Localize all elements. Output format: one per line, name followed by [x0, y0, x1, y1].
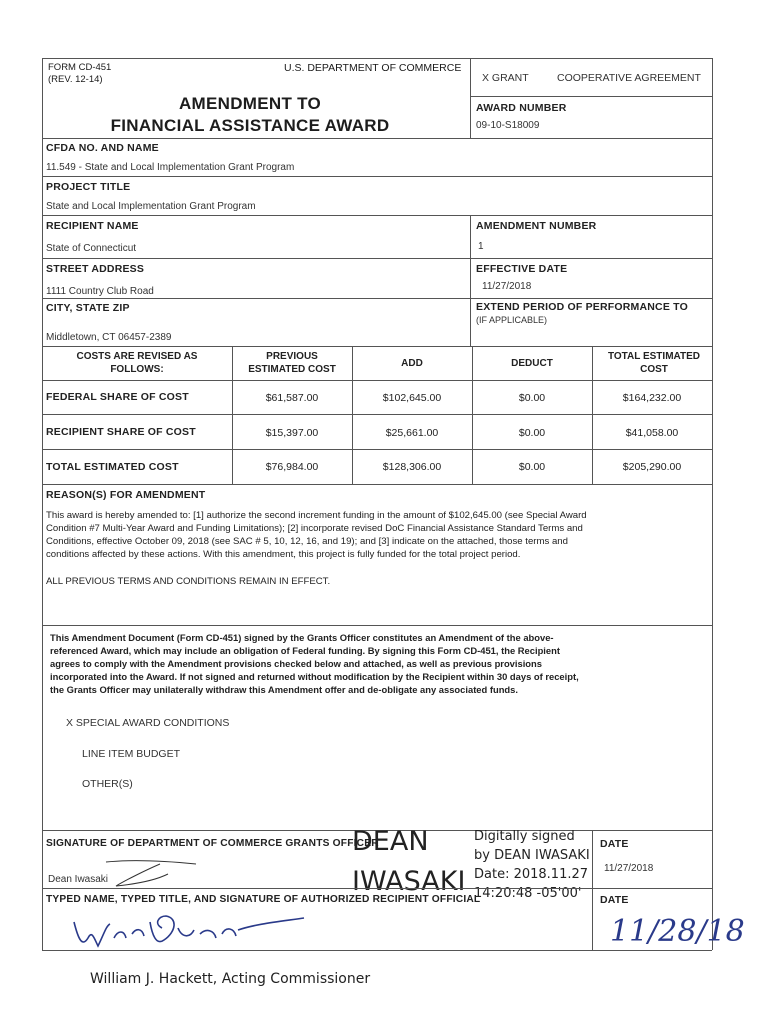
form-left-border: [42, 58, 43, 950]
street-address-value: 1111 Country Club Road: [46, 286, 154, 297]
grants-officer-date-value: 11/27/2018: [604, 863, 654, 874]
digital-signature-line-3: Date: 2018.11.27: [474, 867, 589, 882]
project-title-value: State and Local Implementation Grant Program: [46, 201, 256, 212]
city-state-zip-value: Middletown, CT 06457-2389: [46, 332, 172, 343]
reasons-line-1: This award is hereby amended to: [1] authorize the second increment funding in the amount of $102,645.00 (see Special Award: [46, 510, 587, 521]
recipient-name-label: RECIPIENT NAME: [46, 220, 139, 232]
signature-date-divider: [592, 830, 593, 950]
amendment-number-value: 1: [478, 241, 484, 252]
costs-row-federal-deduct: $0.00: [518, 392, 546, 404]
effective-date-value: 11/27/2018: [482, 281, 532, 292]
check-line-item-budget: LINE ITEM BUDGET: [82, 748, 181, 760]
notice-line-3: agrees to comply with the Amendment provisions checked below and attached, as well as previous provisions: [50, 658, 542, 669]
digital-signature-line-1: Digitally signed: [474, 829, 575, 844]
cfda-rule: [42, 176, 712, 177]
street-address-label: STREET ADDRESS: [46, 263, 145, 275]
costs-row-rule-1: [42, 414, 712, 415]
costs-row-federal-add: $102,645.00: [382, 392, 442, 404]
notice-line-4: incorporated into the Award. If not signed and returned without modification by the Recipient within 30 days of receipt,: [50, 671, 579, 682]
grants-officer-date-label: DATE: [600, 838, 629, 850]
cfda-value: 11.549 - State and Local Implementation Grant Program: [46, 162, 295, 173]
recipient-name-value: State of Connecticut: [46, 243, 137, 254]
costs-row-total-deduct: $0.00: [518, 461, 546, 473]
reasons-label: REASON(S) FOR AMENDMENT: [46, 489, 206, 501]
grants-officer-signature-label: SIGNATURE OF DEPARTMENT OF COMMERCE GRANTS OFFICER: [46, 838, 379, 849]
amendment-number-label: AMENDMENT NUMBER: [476, 220, 597, 232]
reasons-remain-statement: ALL PREVIOUS TERMS AND CONDITIONS REMAIN IN EFFECT.: [46, 576, 331, 587]
reasons-bottom-rule: [42, 625, 712, 626]
check-special-award-conditions: X SPECIAL AWARD CONDITIONS: [66, 717, 230, 729]
reasons-line-4: conditions affected by these actions. With this amendment, this project is fully funded for the total project period.: [46, 549, 521, 560]
recipient-divider: [470, 215, 471, 347]
effective-date-label: EFFECTIVE DATE: [476, 263, 568, 275]
costs-row-rule-2: [42, 449, 712, 450]
costs-row-federal-previous: $61,587.00: [265, 392, 319, 404]
recipient-official-typed-name: William J. Hackett, Acting Commissioner: [90, 971, 371, 987]
recipient-rule: [42, 258, 712, 259]
digital-signature-stamp-name-1: DEAN: [352, 826, 429, 857]
reasons-line-3: Conditions, effective October 09, 2018 (see SAC # 5, 10, 12, 16, and 19); and [3] indicate on the attached, those terms and: [46, 536, 568, 547]
extend-period-label: EXTEND PERIOD OF PERFORMANCE TO: [476, 301, 688, 313]
notice-line-2: referenced Award, which may include an obligation of Federal funding. By signing this Form CD-451, the Recipient: [50, 645, 560, 656]
recipient-official-date-label: DATE: [600, 894, 629, 906]
award-type-rule: [470, 96, 712, 97]
city-state-zip-label: CITY, STATE ZIP: [46, 302, 130, 314]
recipient-handwritten-date: 11/28/18: [610, 914, 745, 949]
recipient-official-signature-label: TYPED NAME, TYPED TITLE, AND SIGNATURE OF AUTHORIZED RECIPIENT OFFICIAL: [46, 894, 481, 905]
costs-row-recipient-deduct: $0.00: [518, 427, 546, 439]
department-name: U.S. DEPARTMENT OF COMMERCE: [284, 62, 462, 74]
award-number-value: 09-10-S18009: [476, 120, 540, 131]
costs-row-total-total: $205,290.00: [622, 461, 682, 473]
costs-row-recipient-label: RECIPIENT SHARE OF COST: [46, 426, 196, 438]
costs-row-total-label: TOTAL ESTIMATED COST: [46, 461, 179, 473]
costs-header-add: ADD: [401, 358, 423, 369]
reasons-line-2: Condition #7 Multi-Year Award and Funding Limitations); [2] incorporate revised DoC Financial Assistance Standard Terms and: [46, 523, 583, 534]
award-number-label: AWARD NUMBER: [476, 102, 567, 114]
project-rule: [42, 215, 712, 216]
project-title-label: PROJECT TITLE: [46, 181, 131, 193]
costs-header-previous: PREVIOUS ESTIMATED COST: [248, 351, 336, 375]
costs-row-recipient-total: $41,058.00: [625, 427, 679, 439]
notice-line-1: This Amendment Document (Form CD-451) signed by the Grants Officer constitutes an Amendment of the above-: [50, 632, 554, 643]
costs-header-label: COSTS ARE REVISED AS FOLLOWS:: [76, 351, 198, 375]
signature-rule: [42, 888, 712, 889]
digital-signature-line-4: 14:20:48 -05'00': [474, 886, 582, 901]
grants-officer-signature-scribble: [96, 858, 206, 890]
grant-checkbox: X GRANT: [482, 72, 529, 84]
costs-row-federal-label: FEDERAL SHARE OF COST: [46, 391, 189, 403]
street-rule: [42, 298, 712, 299]
form-top-border: [42, 58, 712, 59]
costs-header-deduct: DEDUCT: [511, 358, 553, 369]
header-divider: [470, 58, 471, 138]
document-title-line2: FINANCIAL ASSISTANCE AWARD: [110, 116, 390, 135]
form-id: FORM CD-451: [48, 62, 112, 73]
recipient-handwritten-signature: [66, 908, 316, 956]
digital-signature-stamp-name-2: IWASAKI: [352, 866, 466, 897]
costs-row-total-add: $128,306.00: [382, 461, 442, 473]
cfda-label: CFDA NO. AND NAME: [46, 142, 159, 154]
digital-signature-line-2: by DEAN IWASAKI: [474, 848, 590, 863]
document-title-line1: AMENDMENT TO: [178, 94, 322, 113]
form-right-border: [712, 58, 713, 950]
costs-row-recipient-previous: $15,397.00: [265, 427, 319, 439]
costs-bottom-rule: [42, 484, 712, 485]
extend-period-note: (IF APPLICABLE): [476, 315, 548, 325]
header-bottom-rule: [42, 138, 712, 139]
notice-line-5: the Grants Officer may unilaterally withdraw this Amendment offer and de-obligate any associated funds.: [50, 684, 518, 695]
costs-row-total-previous: $76,984.00: [265, 461, 319, 473]
check-others: OTHER(S): [82, 778, 133, 790]
costs-row-recipient-add: $25,661.00: [385, 427, 439, 439]
costs-header-rule: [42, 380, 712, 381]
grants-officer-name: Dean Iwasaki: [48, 874, 109, 885]
costs-header-total: TOTAL ESTIMATED COST: [607, 351, 701, 375]
form-revision: (REV. 12-14): [48, 74, 103, 85]
city-rule: [42, 346, 712, 347]
cooperative-agreement-option: COOPERATIVE AGREEMENT: [557, 72, 701, 84]
costs-row-federal-total: $164,232.00: [622, 392, 682, 404]
